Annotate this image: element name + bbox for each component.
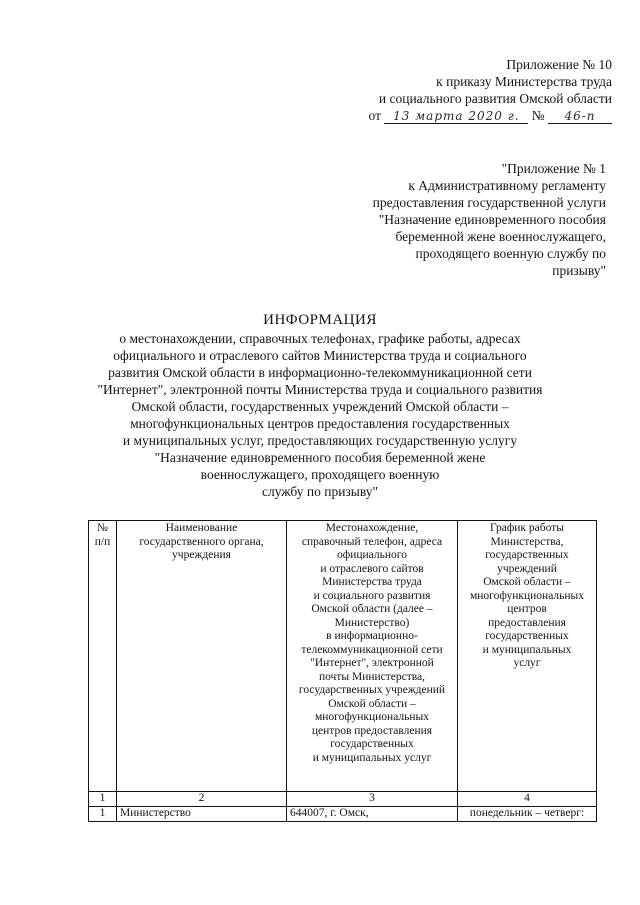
title-line: и муниципальных услуг, предоставляющих государственную услугу [122, 433, 518, 448]
row-schedule: понедельник – четверг: [458, 806, 597, 821]
header-text: государственных [330, 738, 414, 750]
title-line: развития Омской области в информационно-телекоммуникационной сети [108, 365, 532, 380]
handwritten-date: 13 марта 2020 г. [384, 109, 528, 124]
table-header-row [89, 521, 597, 792]
header-text: услуг [513, 657, 541, 669]
title-line: о местонахождении, справочных телефонах, графике работы, адресах [119, 331, 521, 346]
header-text: государственных учреждений [298, 684, 446, 696]
appendix-regulation-line1: "Приложение № 1 [501, 161, 606, 176]
header-text: и социального развития [313, 589, 431, 602]
title-line: Омской области, государственных учреждений Омской области – [131, 399, 509, 414]
header-text: Министерства, [490, 535, 564, 548]
row-location: 644007, г. Омск, [287, 806, 458, 821]
header-text: учреждения [172, 549, 231, 561]
appendix-regulation-line7: призыву" [552, 263, 606, 278]
header-text: Министерство) [334, 616, 410, 629]
header-text: справочный телефон, адреса [301, 535, 443, 548]
header-text: телекоммуникационной сети [301, 643, 443, 656]
appendix-order-line1: Приложение № 10 [506, 57, 612, 72]
header-text: Омской области – [483, 576, 571, 588]
appendix-order-line3: и социального развития Омской области [378, 91, 612, 106]
column-number: 1 [89, 792, 117, 807]
title-line: многофункциональных центров предоставления государственных [130, 416, 510, 431]
header-text: учреждений [497, 562, 557, 575]
title-line: "Интернет", электронной почты Министерства труда и социального развития [97, 382, 543, 397]
header-text: государственного органа, [139, 535, 264, 548]
appendix-regulation-line5: беременной жене военнослужащего, [395, 229, 606, 244]
header-text: График работы [490, 522, 564, 534]
column-number: 4 [458, 792, 597, 807]
column-number: 3 [287, 792, 458, 807]
header-col-number [89, 521, 117, 792]
header-text: и муниципальных услуг [312, 751, 432, 764]
header-text: официального [337, 549, 407, 561]
header-text: предоставления [488, 616, 566, 629]
header-text: Министерства труда [322, 576, 422, 588]
title-line: службу по призыву" [261, 484, 379, 499]
header-text: государственных [485, 630, 569, 642]
header-text: многофункциональных [314, 711, 430, 723]
info-table [88, 520, 597, 822]
header-col-location [287, 521, 458, 792]
header-text: и отраслевого сайтов [320, 562, 424, 575]
appendix-regulation-line3: предоставления государственной услуги [372, 195, 606, 210]
header-text: государственных [485, 549, 569, 561]
column-number: 2 [117, 792, 287, 807]
date-prefix: от [368, 108, 381, 123]
header-col-schedule [458, 521, 597, 792]
header-text: № [97, 522, 108, 534]
document-heading: ИНФОРМАЦИЯ [263, 312, 377, 328]
row-name: Министерство [117, 806, 287, 821]
header-text: "Интернет", электронной [310, 657, 434, 669]
header-col-name [117, 521, 287, 792]
header-text: многофункциональных [469, 589, 585, 602]
header-text: центров [507, 603, 547, 615]
appendix-order-line2: к приказу Министерства труда [436, 74, 612, 89]
title-line: военнослужащего, проходящего военную [200, 467, 440, 482]
table-row [89, 806, 597, 821]
header-text: почты Министерства, [318, 670, 426, 683]
appendix-regulation-line4: "Назначение единовременного пособия [378, 212, 606, 227]
appendix-regulation-line2: к Административному регламенту [408, 178, 606, 193]
appendix-regulation-block [276, 160, 606, 279]
appendix-regulation-line6: проходящего военную службу по [415, 246, 606, 261]
title-line: официального и отраслевого сайтов Министерства труда и социального [113, 348, 527, 363]
header-text: в информационно- [326, 630, 418, 642]
header-text: Местонахождение, [325, 522, 419, 534]
header-text: и муниципальных [482, 643, 572, 656]
number-prefix: № [531, 108, 545, 123]
header-text: Омской области – [328, 697, 416, 710]
row-number: 1 [89, 806, 117, 821]
handwritten-number: 46-п [548, 109, 612, 124]
header-text: Омской области (далее – [311, 603, 433, 615]
header-text: п/п [94, 535, 111, 548]
appendix-order-block [282, 56, 612, 124]
column-number-row [89, 792, 597, 807]
header-text: Наименование [165, 522, 238, 534]
header-text: центров предоставления [311, 724, 433, 737]
appendix-order-date-line [282, 107, 612, 124]
document-title-block [60, 312, 580, 500]
title-line: "Назначение единовременного пособия беременной жене [154, 450, 486, 465]
